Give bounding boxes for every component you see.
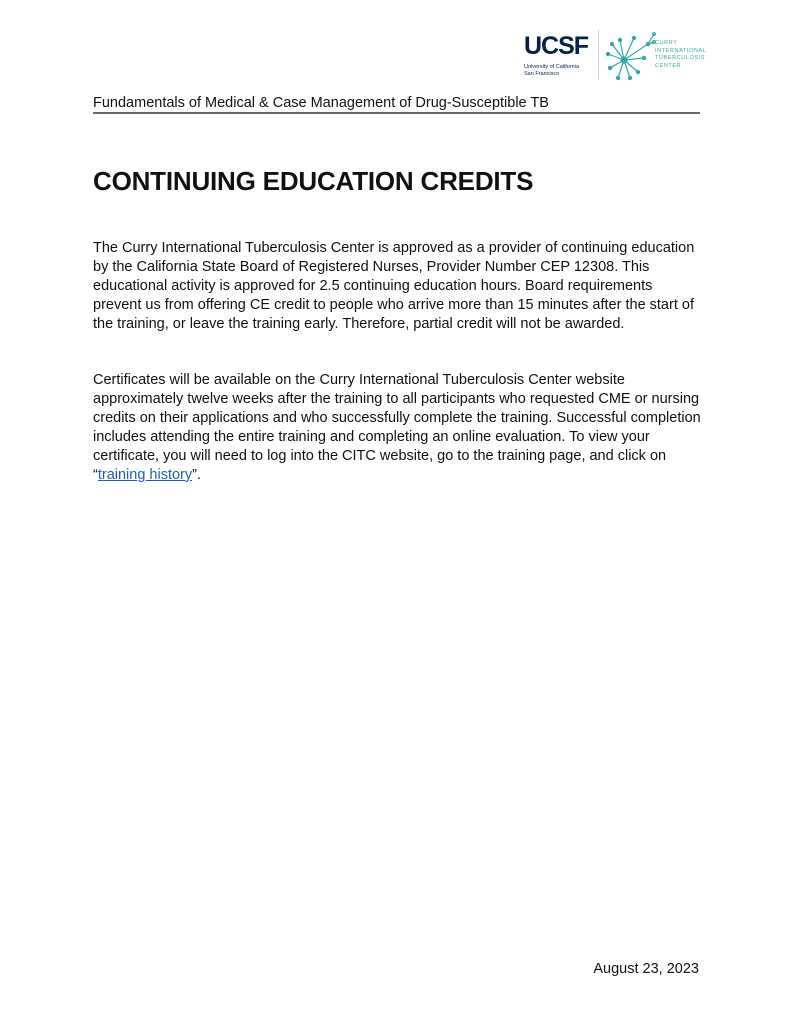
citc-logo-text: CURRY INTERNATIONAL TUBERCULOSIS CENTER bbox=[655, 40, 707, 69]
body-paragraph-2 bbox=[93, 371, 701, 484]
body-paragraph-1: The Curry International Tuberculosis Center is approved as a provider of continuing education by the California State Board of Registered Nurses, Provider Number CEP 12308. This educational activity is approved for 2.5 continuing education hours. Board requirements prevent us from offering CE credit to people who arrive more than 15 minutes after the start of the training, or leave the training early. Therefore, partial credit will not be awarded. bbox=[93, 240, 695, 332]
footer-date: August 23, 2023 bbox=[593, 961, 699, 977]
citc-logo bbox=[604, 30, 712, 82]
citc-burst-icon bbox=[604, 30, 656, 82]
logo-divider bbox=[598, 30, 599, 80]
ucsf-logo-subtitle bbox=[524, 64, 594, 77]
page-title: CONTINUING EDUCATION CREDITS bbox=[93, 166, 534, 196]
ucsf-logo-mark: UCSF bbox=[524, 32, 589, 60]
ucsf-subtitle-line1: University of California bbox=[524, 64, 580, 70]
ucsf-subtitle-line2: San Francisco bbox=[524, 70, 560, 77]
training-history-link[interactable]: training history bbox=[97, 466, 193, 483]
running-header: Fundamentals of Medical & Case Management of Drug-Susceptible TB bbox=[93, 95, 549, 111]
paragraph-2-closing: ”. bbox=[192, 466, 201, 483]
header-rule bbox=[93, 112, 700, 114]
paragraph-2-text: Certificates will be available on the Curry International Tuberculosis Center website approximately twelve weeks after the training to all participants who requested CME or nursing credits on their applications and who successfully complete the training. Successful completion includes attending the entire training and completing an online evaluation. To view your certificate, you will need to log into the CITC website, go to the training page, and click on “ bbox=[93, 372, 701, 483]
header-logos bbox=[522, 28, 712, 84]
ucsf-logo bbox=[522, 32, 594, 80]
